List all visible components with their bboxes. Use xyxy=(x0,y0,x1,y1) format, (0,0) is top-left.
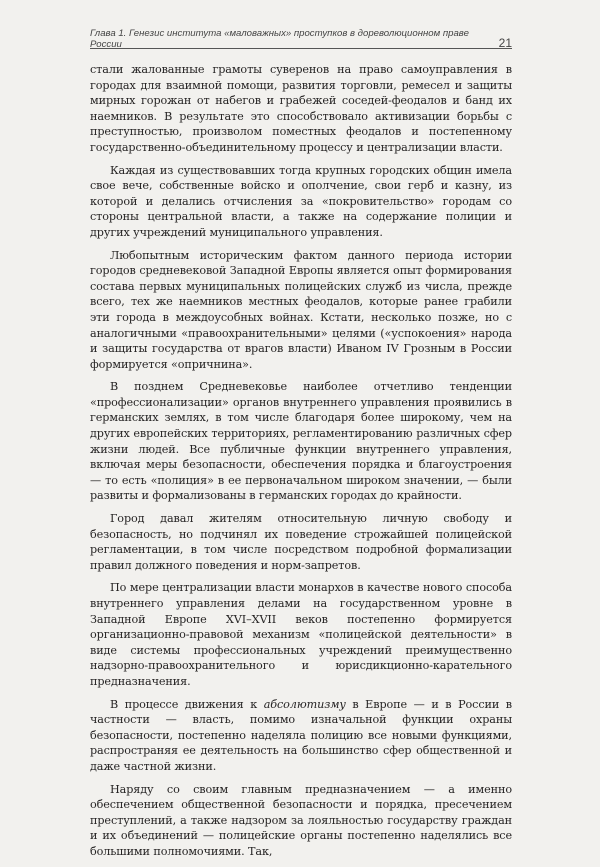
header-rule xyxy=(90,48,512,49)
paragraph-7-after: в Европе — и в России в частности — власть, помимо изначальной функции охраны безопасности, постепенно наделяла полицию все новыми функциями, распространяя ее деятельность на большинство сфер общественной и даже частной жизни. xyxy=(90,697,512,773)
page-number: 21 xyxy=(498,36,512,50)
paragraph-6: По мере централизации власти монархов в качестве нового способа внутреннего управления делами на государственном уровне в Западной Европе XVI–XVII веков постепенно формируется организационно-правовой механизм «полицейской деятельности» в виде системы профессиональных учреждений преимущественно надзорно-правоохранительного и юрисдикционно-карательного предназначения. xyxy=(90,581,512,688)
paragraph-2: Каждая из существовавших тогда крупных городских общин имела свое вече, собственные войско и ополчение, свои герб и казну, из которой и делались отчисления за «покровительство» городам со стороны центральной власти, а также на содержание полиции и других учреждений муниципального управления. xyxy=(90,163,512,239)
paragraph-8: Наряду со своим главным предназначением — а именно обеспечением общественной безопасности и порядка, пресечением преступлений, а также надзором за лояльностью государству граждан и их объединений — полицейские органы постепенно наделялись все большими полномочиями. Так, xyxy=(90,782,512,858)
paragraph-7-before: В процессе движения к xyxy=(110,697,264,711)
paragraph-4: В позднем Средневековье наиболее отчетливо тенденции «профессионализации» органов внутреннего управления проявились в германских землях, в том числе благодаря более широкому, чем на других европейских территориях, регламентированию различных сфер жизни людей. Все публичные функции внутреннего управления, включая меры безопасности, обеспечения порядка и благоустроения — то есть «полиция» в ее первоначальном широком значении, — были развиты и формализованы в германских городах до крайности. xyxy=(90,380,512,503)
paragraph-7 xyxy=(90,697,512,775)
chapter-title: Глава 1. Генезис института «маловажных» проступков в дореволюционном праве России xyxy=(90,28,469,50)
emphasis-absolutism: абсолютизму xyxy=(263,697,346,711)
body-text xyxy=(90,62,512,867)
paragraph-1: стали жалованные грамоты суверенов на право самоуправления в городах для взаимной помощи, развития торговли, ремесел и защиты мирных горожан от набегов и грабежей соседей-феодалов и банд их наемников. В результате это способствовало активизации борьбы с преступностью, произволом поместных феодалов и постепенному государственно-объединительному процессу и централизации власти. xyxy=(90,63,512,154)
running-header xyxy=(90,28,512,54)
paragraph-3: Любопытным историческим фактом данного периода истории городов средневековой Западной Европы является опыт формирования состава первых муниципальных полицейских служб из числа, прежде всего, тех же наемников местных феодалов, которые ранее грабили эти города в междоусобных войнах. Кстати, несколько позже, но с аналогичными «правоохранительными» целями («успокоения» народа и защиты государства от врагов власти) Иваном IV Грозным в России формируется «опричнина». xyxy=(90,248,512,371)
paragraph-5: Город давал жителям относительную личную свободу и безопасность, но подчинял их поведение строжайшей полицейской регламентации, в том числе посредством подробной формализации правил должного поведения и норм-запретов. xyxy=(90,512,512,572)
